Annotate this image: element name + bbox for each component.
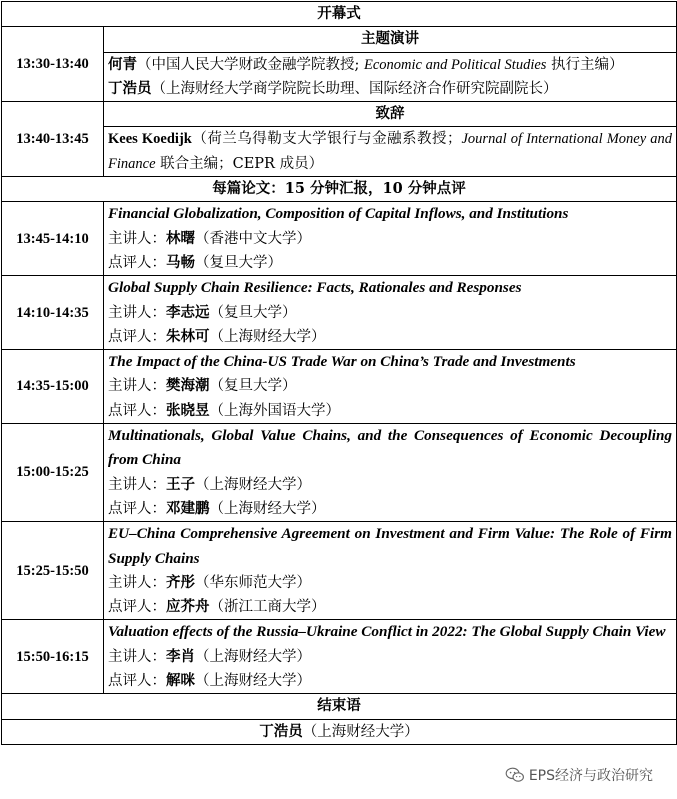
paper-title: The Impact of the China-US Trade War on China’s Trade and Investments [108, 353, 576, 371]
format-note-row [2, 177, 677, 202]
discussant-name: 解咪 [166, 672, 195, 690]
session-time: 14:35-15:00 [2, 350, 104, 424]
discussant-name: 马畅 [166, 253, 195, 271]
session-row-2 [2, 276, 677, 350]
address-time: 13:40-13:45 [2, 102, 104, 177]
paper-title: Global Supply Chain Resilience: Facts, Rationales and Responses [108, 279, 522, 297]
session-row-4 [2, 424, 677, 522]
discussant-line: 点评人：马畅（复旦大学） [108, 253, 282, 271]
discussant-name: 朱林可 [166, 327, 210, 345]
session-body [104, 424, 677, 522]
address-header-row [2, 102, 677, 127]
address-speaker-row [2, 127, 677, 177]
discussant-line: 点评人：张晓昱（上海外国语大学） [108, 401, 340, 419]
presenter-line: 主讲人：林曙（香港中文大学） [108, 229, 311, 247]
session-time: 15:50-16:15 [2, 620, 104, 694]
session-body [104, 202, 677, 276]
paper-title: EU–China Comprehensive Agreement on Investment and Firm Value: The Role of Firm Supply Chains [108, 525, 672, 567]
keynote-speakers [104, 52, 677, 102]
keynote-speaker-2: 丁浩员（上海财经大学商学院院长助理、国际经济合作研究院副院长） [108, 79, 558, 97]
session-body [104, 350, 677, 424]
keynote-header: 主题演讲 [104, 27, 677, 52]
opening-header: 开幕式 [2, 2, 677, 27]
presenter-line: 主讲人：樊海潮（复旦大学） [108, 377, 297, 395]
presenter-name: 樊海潮 [166, 377, 210, 395]
closing-speaker-row [2, 719, 677, 744]
discussant-line: 点评人：解咪（上海财经大学） [108, 672, 311, 690]
opening-header-row [2, 2, 677, 27]
session-time: 14:10-14:35 [2, 276, 104, 350]
discussant-name: 邓建鹏 [166, 499, 210, 517]
address-speaker: Kees Koedijk（荷兰乌得勒支大学银行与金融系教授；Journal of International Money and Finance 联合主编；CEPR 成员） [104, 127, 677, 177]
session-time: 15:00-15:25 [2, 424, 104, 522]
session-row-3 [2, 350, 677, 424]
discussant-name: 应芥舟 [166, 598, 210, 616]
closing-header: 结束语 [2, 694, 677, 719]
presenter-name: 李肖 [166, 647, 195, 665]
paper-title: Valuation effects of the Russia–Ukraine Conflict in 2022: The Global Supply Chain View [108, 623, 666, 641]
discussant-line: 点评人：邓建鹏（上海财经大学） [108, 499, 326, 517]
session-row-1 [2, 202, 677, 276]
presenter-name: 林曙 [166, 229, 195, 247]
schedule-table [1, 1, 677, 745]
keynote-speaker-1: 何青（中国人民大学财政金融学院教授; Economic and Political Studies 执行主编） [108, 55, 624, 73]
presenter-name: 王子 [166, 475, 195, 493]
presenter-name: 李志远 [166, 303, 210, 321]
watermark-text: EPS经济与政治研究 [528, 768, 653, 784]
paper-title: Multinationals, Global Value Chains, and the Consequences of Economic Decoupling from China [108, 427, 672, 469]
session-row-6 [2, 620, 677, 694]
presenter-line: 主讲人：王子（上海财经大学） [108, 475, 311, 493]
session-body [104, 276, 677, 350]
keynote-header-row [2, 27, 677, 52]
session-row-5 [2, 522, 677, 620]
keynote-speakers-row [2, 52, 677, 102]
session-time: 13:45-14:10 [2, 202, 104, 276]
discussant-name: 张晓昱 [166, 401, 210, 419]
format-note: 每篇论文：15 分钟汇报，10 分钟点评 [2, 177, 677, 202]
paper-title: Financial Globalization, Composition of Capital Inflows, and Institutions [108, 205, 569, 223]
closing-speaker: 丁浩员（上海财经大学） [2, 719, 677, 744]
presenter-line: 主讲人：齐彤（华东师范大学） [108, 573, 311, 591]
discussant-line: 点评人：应芥舟（浙江工商大学） [108, 598, 326, 616]
address-header: 致辞 [104, 102, 677, 127]
presenter-name: 齐彤 [166, 573, 195, 591]
session-body [104, 522, 677, 620]
closing-header-row [2, 694, 677, 719]
discussant-line: 点评人：朱林可（上海财经大学） [108, 327, 326, 345]
presenter-line: 主讲人：李肖（上海财经大学） [108, 647, 311, 665]
session-body [104, 620, 677, 694]
opening-time: 13:30-13:40 [2, 27, 104, 102]
watermark [505, 765, 653, 785]
wechat-icon [505, 767, 525, 783]
presenter-line: 主讲人：李志远（复旦大学） [108, 303, 297, 321]
session-time: 15:25-15:50 [2, 522, 104, 620]
